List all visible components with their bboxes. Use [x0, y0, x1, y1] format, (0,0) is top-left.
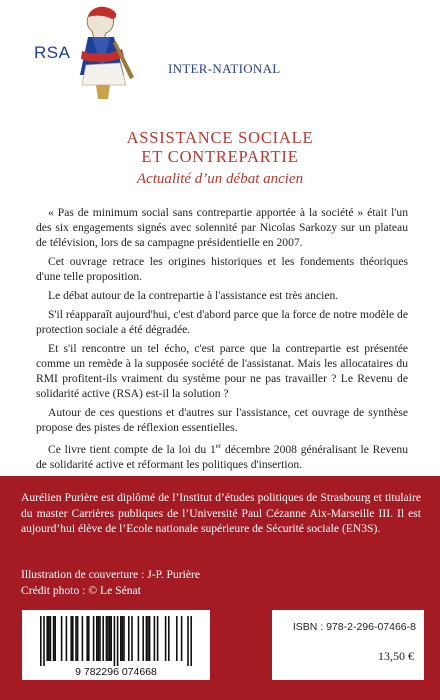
isbn-price-box: [272, 610, 424, 680]
barcode: [22, 610, 210, 680]
law-text-start: Ce livre tient compte de la loi du 1: [48, 442, 216, 456]
author-bio: Aurélien Purière est diplômé de l’Institut d’études politiques de Strasbourg et titulaire du master Carrières publiques de l’Université Paul Cézanne Aix-Marseille III. Il est aujourd’hui élève de l’Ecole nationale supérieure de Sécurité sociale (EN3S).: [21, 491, 421, 535]
blurb-paragraph: Cet ouvrage retrace les origines historiques et les fondements théoriques d'une telle proposition.: [36, 255, 408, 283]
book-title-line-2: ET CONTREPARTIE: [141, 147, 299, 166]
photo-credit: Crédit photo : © Le Sénat: [21, 584, 141, 597]
law-text-end: décembre 2008 généralisant le Revenu de solidarité active et réformant les politiques d'insertion.: [36, 442, 409, 471]
blurb-paragraph-law: [36, 439, 408, 472]
rsa-logo: [30, 5, 158, 101]
collection-name: INTER-NATIONAL: [168, 61, 281, 76]
illustration-credit: Illustration de couverture : J-P. Purière: [21, 568, 201, 581]
blurb-paragraph: Autour de ces questions et d'autres sur l'assistance, cet ouvrage de synthèse propose des pistes de réflexion essentielles.: [36, 406, 408, 434]
isbn-number: ISBN : 978-2-296-07466-8: [292, 621, 416, 633]
blurb: [36, 205, 408, 476]
price: 13,50 €: [378, 649, 414, 663]
book-subtitle: Actualité d’un débat ancien: [136, 171, 304, 187]
blurb-paragraph: « Pas de minimum social sans contrepartie apportée à la société » était l'un des six engagements signés avec solennité par Nicolas Sarkozy sur un plateau de télévision, lors de sa campagne présidentielle en 2007.: [36, 206, 408, 249]
barcode-number-text: 9 782296 074668: [75, 666, 157, 678]
law-superscript: er: [215, 442, 222, 450]
logo-label: RSA: [34, 43, 71, 62]
book-title-line-1: ASSISTANCE SOCIALE: [126, 128, 314, 147]
blurb-paragraph: S'il réapparaît aujourd'hui, c'est d'abord parce que la force de notre modèle de protection sociale a été dégradée.: [36, 308, 408, 336]
blurb-paragraph: Le débat autour de la contrepartie à l'assistance est très ancien.: [48, 289, 339, 302]
barcode-number: [22, 610, 210, 680]
author-panel: [0, 476, 440, 700]
blurb-paragraph: Et s'il rencontre un tel écho, c'est parce que la contrepartie est présentée comme un remède à la supposée société de l'assistanat. Mais les allocataires du RMI profitent-ils vraiment du système pour ne pas travailler ? Le Revenu de solidarité active (RSA) est-il la solution ?: [36, 342, 408, 400]
